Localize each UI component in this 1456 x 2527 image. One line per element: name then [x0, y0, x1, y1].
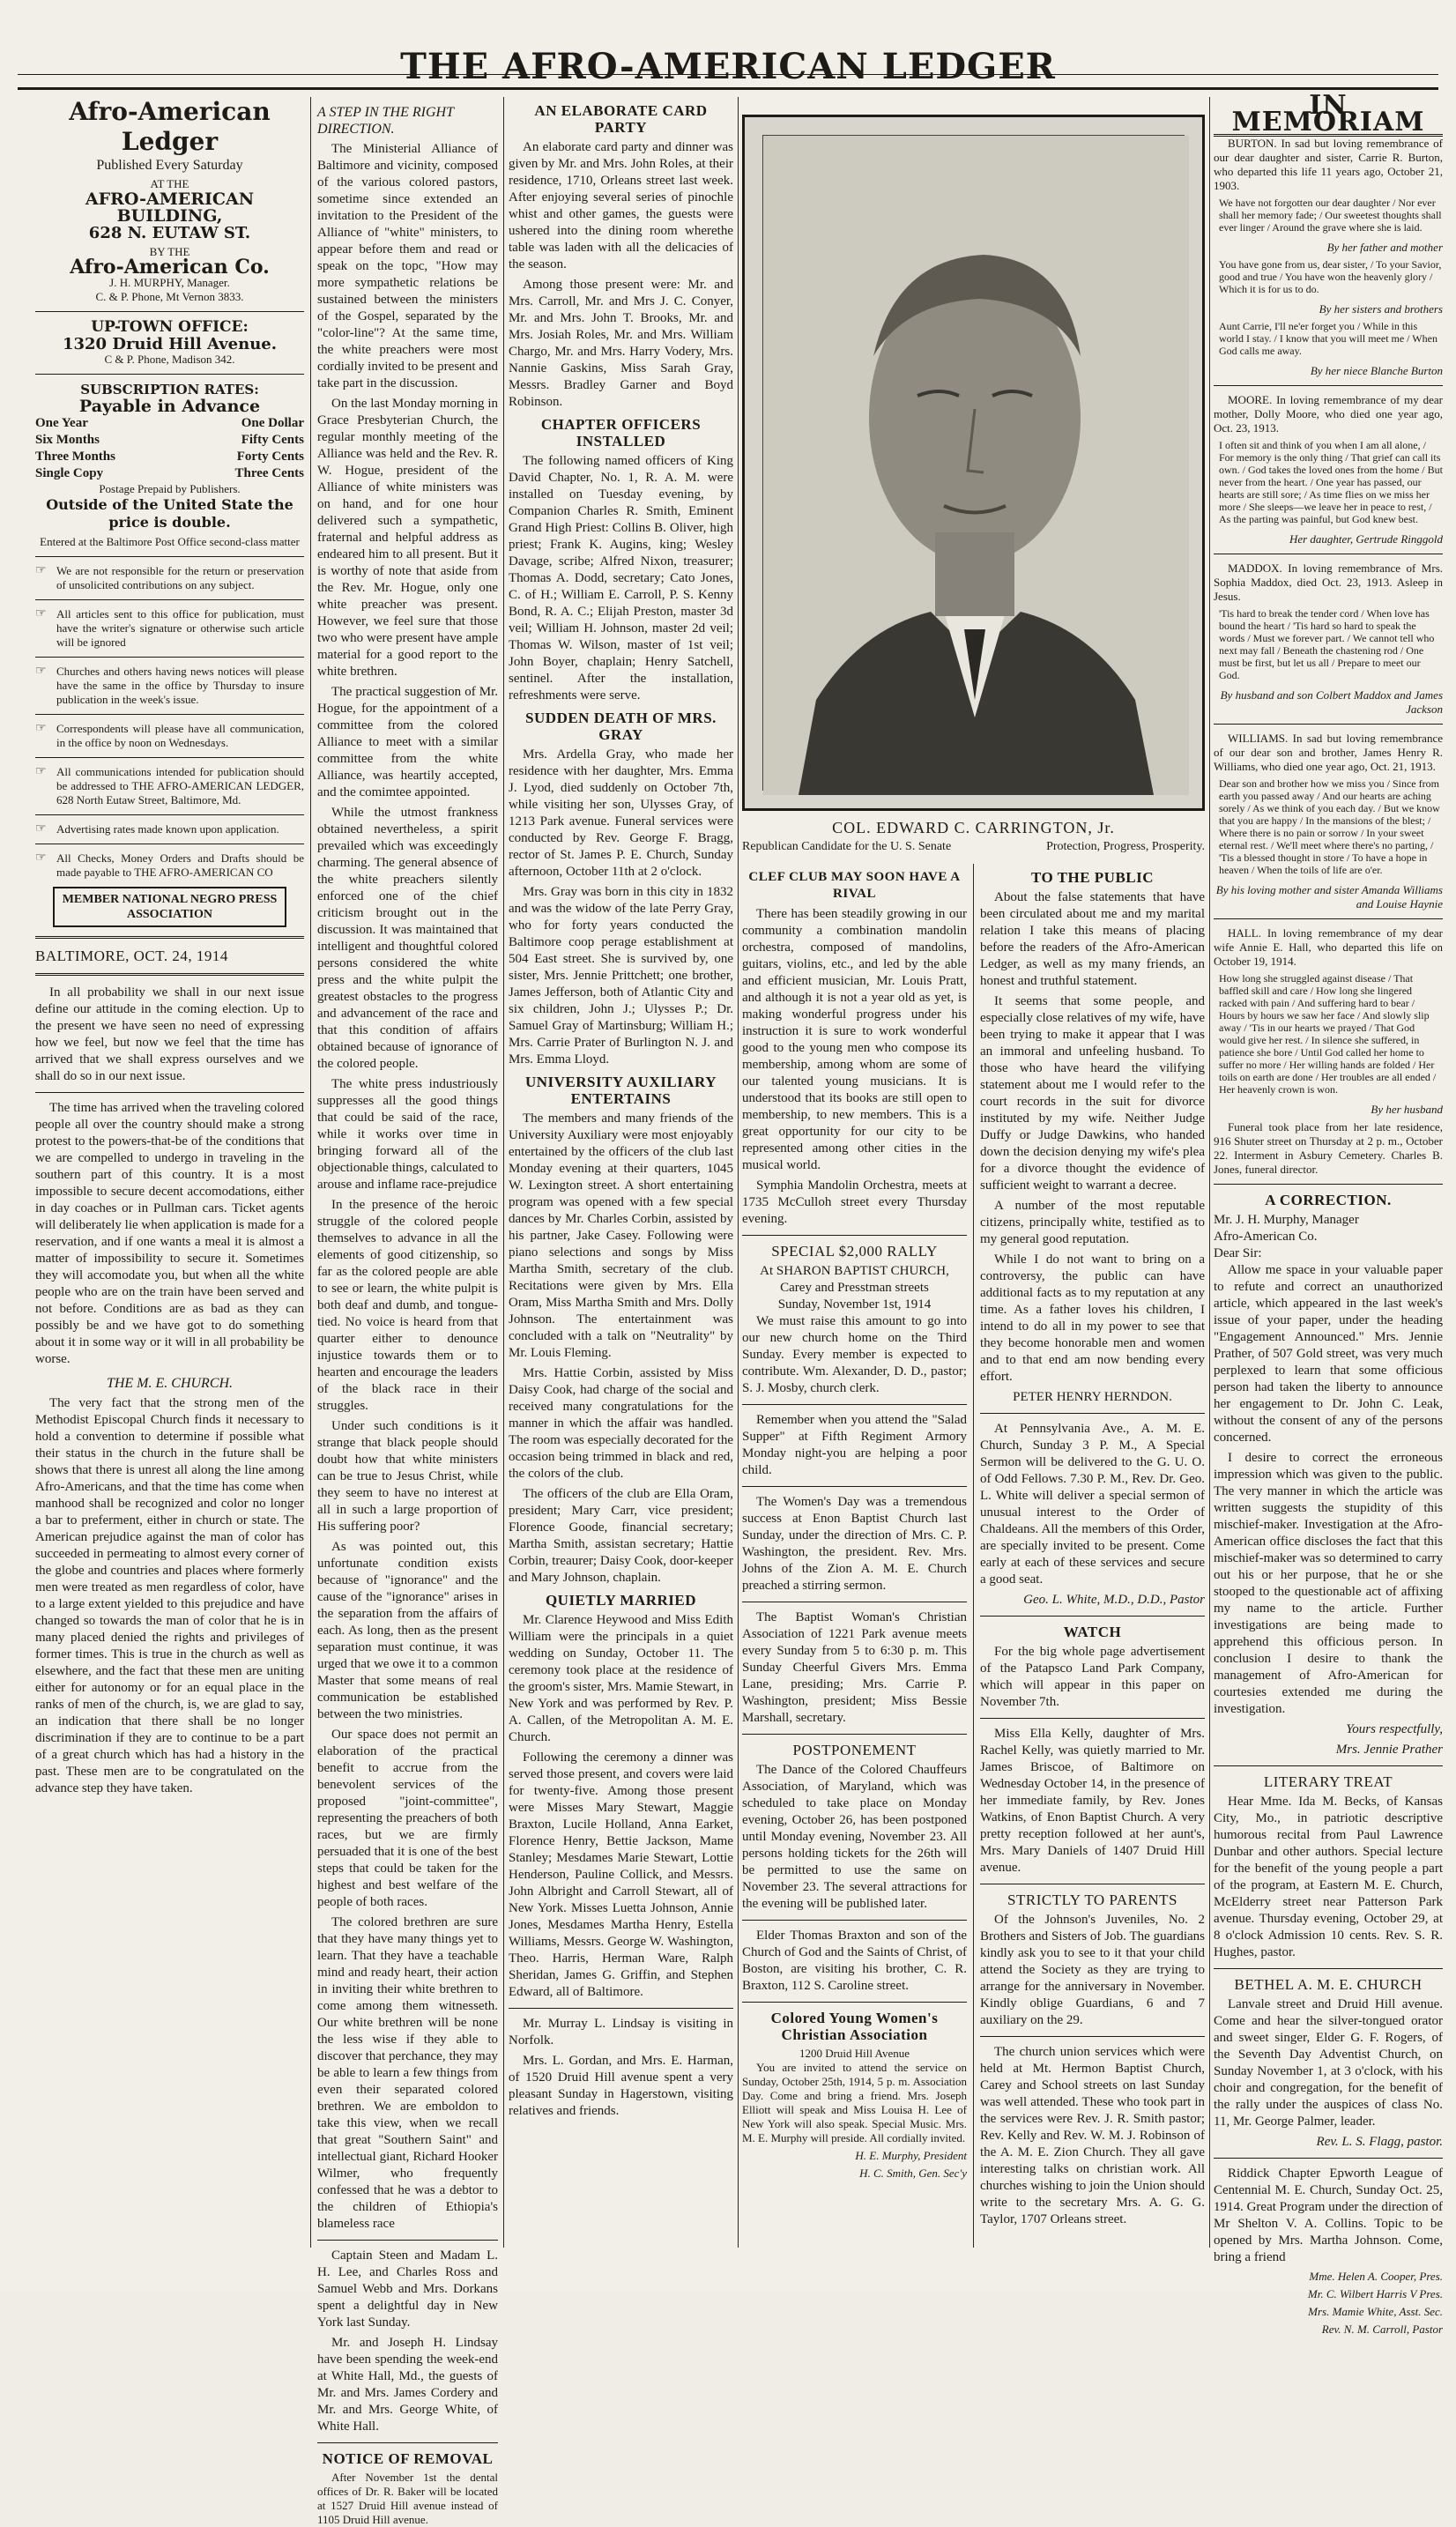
article-paragraph: At Pennsylvania Ave., A. M. E. Church, Sunday 3 P. M., A Special Sermon will be delivered to the G. U. O. of Odd Fellows. 7.30 P. M., Rev. Dr. Geo. L. White will deliver a special sermon of unusual interest to the Order of Chaldeans. All the members of this Order, are specially invited to be present. Come early at each of these services and secure a good seat.: [980, 1422, 1205, 1587]
divider: [980, 2036, 1205, 2037]
uptown-head: UP-TOWN OFFICE:: [91, 318, 249, 336]
column-3: [509, 97, 733, 2248]
memoriam-entry: BURTON. In sad but loving remembrance of our dear daughter and sister, Carrie R. Burton, who departed this life 11 years ago, October 21, 1903. We have not forgotten our dear daughter / Nor ever shall her memory fade; / Our sweetest thoughts shall ever linger / Around the grave where she is laid. By her father and mother: [1214, 137, 1443, 254]
article-paragraph: Symphia Mandolin Orchestra, meets at 1735 McCulloh street every Thursday evening.: [742, 1178, 967, 1226]
article-paragraph: Mrs. Gray was born in this city in 1832 and was the widow of the late Perry Gray, who for forty years conducted the Baltimore coop perage establishment at 504 East street. She is survived by, one sister, Mrs. Jennie Prittchett; one brother, James Jefferson, both of Atlantic City and six children, John J.; Ulysses P.; Dr. Samuel Gray of Martinsburg; William H.; Mrs. Carrie Prater of Burlington N. J. and Mrs. Emma Lloyd.: [509, 885, 733, 1067]
notice: ☞ Churches and others having news notices will please have the same in the office by Thursday to insure publication in the week's issue.: [35, 665, 304, 706]
oddfellows-sign: Geo. L. White, M.D., D.D., Pastor: [1023, 1593, 1205, 1607]
literary-head: LITERARY TREAT: [1263, 1773, 1393, 1790]
column-1: [35, 97, 304, 2248]
article-paragraph: About the false statements that have been circulated about me and my marital relation I take this means of placing before the readers of the Afro-American Ledger, as well as my many friends, an honest and truthful statement.: [980, 890, 1205, 988]
masthead-title: THE AFRO-AMERICAN LEDGER: [400, 46, 1056, 87]
column-5: [1214, 90, 1443, 2336]
pointing-hand-icon: ☞: [35, 765, 47, 778]
divider: [35, 757, 304, 758]
correction-head: A CORRECTION.: [1265, 1192, 1392, 1208]
riddick-sign: Rev. N. M. Carroll, Pastor: [1321, 2323, 1443, 2336]
divider: [980, 1616, 1205, 1617]
caption-sub: [742, 838, 1205, 855]
riddick-sign: Mme. Helen A. Cooper, Pres.: [1309, 2270, 1443, 2283]
divider: [35, 814, 304, 815]
article-paragraph: Mr. Clarence Heywood and Miss Edith William were the principals in a quiet wedding on Sunday, October 11. The ceremony took place at the residence of the groom's sister, Mrs. Mamie Stewart, in New York and was performed by Rev. P. A. Callen, of the Metropolitan A. M. E. Church.: [509, 1613, 733, 1744]
article-paragraph: Elder Thomas Braxton and son of the Church of God and the Saints of Christ, of Boston, are visiting his brother, C. R. Braxton, 112 S. Caroline street.: [742, 1929, 967, 1993]
bethel-head: BETHEL A. M. E. CHURCH: [1234, 1976, 1423, 1993]
editorial-paragraph: The very fact that the strong men of the Methodist Episcopal Church finds it necessary to hold a convention to determine if possible what their status in the church in the future shall be shows that there is unrest all along the line among Afro-Americans, and that the time has come when manhood shall be recognized and color no longer a bar to preferment, either in church or state. The American prejudice against the man of color has succeeded in permeating to almost every corner of the globe and countries and places where formerly men were treated as men regardless of color, have to a large extent yielded to this prejudice and have changed so towards the man of color that he is in many placed denied the rights and privileges of former times. This is true in the church as well as elsewhere, and the fact that these men are uniting either for autonomy or for an equal place in the ranks of men of the church, is, we are glad to say, an indication that there shall be no longer discrimination if they are to continue to be a part of a great church which has had a history in the past. These men are to be congratulated on the advance step they have taken.: [35, 1396, 304, 1795]
column-separator: [738, 97, 739, 2248]
article-paragraph: Of the Johnson's Juveniles, No. 2 Brothers and Sisters of Job. The guardians kindly ask you to see to it that your child attend the Society as they are trying to arrange for the anniversary in November. Kindly oblige Guardians, 6 and 7 auxiliary on the 29.: [980, 1913, 1205, 2027]
article-paragraph: Mrs. Hattie Corbin, assisted by Miss Daisy Cook, had charge of the social and received many congratulations for the manner in which the affair was handled. The room was especially decorated for the occasion being trimmed in black and red, the colors of the club.: [509, 1366, 733, 1481]
divider: [35, 556, 304, 557]
double-rule: [35, 973, 304, 976]
portrait-photo: [742, 115, 1205, 811]
column-separator: [973, 864, 974, 2248]
chapter-head: CHAPTER OFFICERS INSTALLED: [540, 416, 702, 450]
building: AFRO-AMERICAN BUILDING,: [85, 190, 255, 226]
article-paragraph: Under such conditions is it strange that black people should doubt how that white ministers can be true to Jesus Christ, while they seem to have no interest at all in such a large proportion of His suffering poor?: [317, 1419, 498, 1534]
postponement-head: POSTPONEMENT: [792, 1742, 917, 1758]
divider: [1214, 918, 1443, 919]
member-box: MEMBER NATIONAL NEGRO PRESS ASSOCIATION: [53, 887, 286, 927]
article-paragraph: There has been steadily growing in our community a combination mandolin orchestra, composed of mandolins, guitars, violins, etc., and led by the able and efficient musician, Mr. Louis Pratt, and although it is not a year old as yet, is making wonderful progress under his instruction it is sure to work wonderful good to the young men who compose its membership, among whom are some of our talented young musicians. It is understood that its books are still open to membership, to new members. This is a great opportunity for our city to be represented among other cities in the musical world.: [742, 907, 967, 1172]
divider: [1214, 1968, 1443, 1969]
correction-sign: Yours respectfully,: [1346, 1722, 1443, 1736]
divider: [742, 1920, 967, 1921]
ywca-body: You are invited to attend the service on Sunday, October 25th, 1914, 5 p. m. Association Day. Come and bring a friend. Mrs. Joseph Elliott will speak and Miss Louisa H. Lee of New York will also speak. Special Music. Mrs. M. E. Murphy will preside. All cordially invited.: [742, 2061, 967, 2144]
article-paragraph: While the utmost frankness obtained nevertheless, a spirit prevailed which was exceedingly charming. The general absence of the white preachers silently enforced one of the chief criticism brought out in the discussion. It was maintained that intelligent and thoughtful colored persons considered the white press and the white pulpit the greatest obstacles to the progress and advancement of the race and that this condition of affairs obtained because of ignorance of the colored people.: [317, 806, 498, 1071]
payable: Payable in Advance: [78, 397, 261, 416]
notice: ☞ Correspondents will please have all communication, in the office by noon on Wednesdays.: [35, 722, 304, 749]
article-paragraph: Captain Steen and Madam L. H. Lee, and Charles Ross and Samuel Webb and Mrs. Dorkans spent a delightful day in New York last Sunday.: [317, 2248, 498, 2330]
public-head: TO THE PUBLIC: [1030, 869, 1155, 886]
divider: [1214, 1184, 1443, 1185]
article-paragraph: An elaborate card party and dinner was given by Mr. and Mrs. John Roles, at their residence, 1710, Orleans street last week. After enjoying several series of pinochle whist and other games, the guests were ushered into the dining room wherethe table was laden with all the delicacies of the season.: [509, 140, 733, 271]
caption-left: Republican Candidate for the U. S. Senate: [742, 840, 952, 853]
article-paragraph: Mr. and Joseph H. Lindsay have been spending the week-end at White Hall, Md., the guests of Mr. and Mrs. James Cordery and Mr. and Mrs. George White, of White Hall.: [317, 2336, 498, 2434]
divider: [980, 1413, 1205, 1414]
article-paragraph: The Baptist Woman's Christian Association of 1221 Park avenue meets every Sunday from 5 to 6:30 p. m. This Sunday Cheerful Givers Mrs. Emma Lane, presiding; Mrs. Carrie P. Washington, president; Miss Bessie Marshall, secretary.: [742, 1610, 967, 1725]
column-separator: [503, 97, 504, 2248]
removal-body: After November 1st the dental offices of Dr. R. Baker will be located at 1527 Druid Hill avenue instead of 1105 Druid Hill avenue.: [317, 2471, 498, 2526]
article-paragraph: We must raise this amount to go into our new church home on the Third Sunday. Every member is expected to contribute. Wm. Alexander, D. D., pastor; S. J. Mosby, church clerk.: [742, 1314, 967, 1395]
article-paragraph: Mr. Murray L. Lindsay is visiting in Norfolk.: [509, 2017, 733, 2048]
paper-name: Afro-American Ledger: [69, 97, 271, 156]
uptown-address: 1320 Druid Hill Avenue.: [62, 335, 278, 353]
by-the: BY THE: [149, 245, 190, 258]
divider: [742, 1404, 967, 1405]
divider: [35, 599, 304, 600]
published: Published Every Saturday: [96, 158, 243, 173]
rate-row: One Year One Dollar: [35, 416, 304, 430]
correction-address: Afro-American Co.: [1214, 1230, 1318, 1244]
company: Afro-American Co.: [70, 256, 270, 279]
ywca-address: 1200 Druid Hill Avenue: [799, 2047, 910, 2060]
article-paragraph: The white press industriously suppresses all the good things that could be said of the race, while it works over time in bringing forward all of the objectionable things, calculated to arouse and inflame race-prejudice: [317, 1077, 498, 1192]
funeral-notice: Funeral took place from her late residence, 916 Shuter street on Thursday at 2 p. m., October 22. Interment in Asbury Cemetery. Charles B. Jones, funeral director.: [1214, 1120, 1443, 1176]
rally-sub: Sunday, November 1st, 1914: [777, 1297, 932, 1312]
married-head: QUIETLY MARRIED: [545, 1592, 697, 1609]
masthead-rule: [18, 74, 1438, 75]
article-paragraph: The Ministerial Alliance of Baltimore and vicinity, composed of the various colored pastors, sometime since extended an invitation to the President of the Alliance of "white" ministers, to appear before them and read or speak on the topc, "How may more sympathetic relations be sustained between the ministers of the Gospel, separated by the "color-line"? At the same time, the white preachers were most cordially invited to be present and take part in the discussion.: [317, 142, 498, 390]
article-paragraph: In the presence of the heroic struggle of the colored people themselves to advance in all the elements of good citizenship, so far as the colored people are able to see or learn, the white pulpit is both deaf and dumb, and tongue-tied. No voice is heard from that quarter either to denounce injustice towards them or to hearten and encourage the leaders of the black race in their struggles.: [317, 1198, 498, 1413]
bethel-sign: Rev. L. S. Flagg, pastor.: [1316, 2135, 1443, 2149]
caption-name: COL. EDWARD C. CARRINGTON, Jr.: [832, 819, 1115, 836]
column-4b: [980, 864, 1205, 2248]
public-sign: PETER HENRY HERNDON.: [1013, 1390, 1172, 1404]
divider: [35, 714, 304, 715]
column-4-subcolumns: [742, 864, 1205, 2248]
article-paragraph: While I do not want to bring on a controversy, the public can have additional facts as to my reputation at any time. As a father loves his children, I intend to do all in my power to see that they become honorable men and women and to that end am now bending every effort.: [980, 1252, 1205, 1384]
rate-row: Six Months Fifty Cents: [35, 433, 304, 447]
divider: [742, 2002, 967, 2003]
parents-head: STRICTLY TO PARENTS: [1007, 1892, 1177, 1908]
manager: J. H. MURPHY, Manager.: [109, 276, 230, 289]
uptown-phone: C & P. Phone, Madison 342.: [104, 353, 235, 366]
divider: [317, 2442, 498, 2443]
notice: ☞ Advertising rates made known upon application.: [35, 822, 279, 836]
address: 628 N. EUTAW ST.: [88, 224, 251, 242]
memoriam-entry: You have gone from us, dear sister, / To your Savior, good and true / You have won the heavenly glory / Which it is for us to do. By her sisters and brothers: [1219, 258, 1443, 316]
article-paragraph: Following the ceremony a dinner was served those present, and covers were laid for twenty-five. Among those present were Misses Mary Stewart, Maggie Braxton, Lucile Holland, Anna Earket, Florence Henry, Bettie Jackson, Mame Stanley; Mesdames Marie Stewart, Lottie Henderson, Pauline Collick, and Messrs. John Albright and Carroll Stewart, all of New York. Misses Luetta Johnson, Annie Jones, Mesdames Martha Henry, Estella Williams, Messrs. George W. Washington, Theo. Harris, Herman Ware, Ralph Sheridan, James G. Griffin, and Stephen Edward, all of Baltimore.: [509, 1750, 733, 1999]
article-paragraph: The Dance of the Colored Chauffeurs Association, of Maryland, which was scheduled to take place on Monday evening, October 26, has been postponed until Monday evening, November 23. All persons holding tickets for the 26th will be permitted to use the same on November 23. The several attractions for the evening will be published later.: [742, 1763, 967, 1911]
article-paragraph: The officers of the club are Ella Oram, president; Mary Carr, vice president; Florence Goode, financial secretary; Martha Smith, assistan secretary; Hattie Corbin, treaurer; Daisy Cook, door-keeper and Mary Johnson, chaplain.: [509, 1487, 733, 1585]
memoriam-title: IN MEMORIAM: [1214, 97, 1443, 137]
dateline: BALTIMORE, OCT. 24, 1914: [35, 948, 228, 964]
article-paragraph: Our space does not permit an elaboration of the practical benefit to accrue from the benevolent services of the proposed "joint-committee", representing the preachers of both races, but we are firmly persuaded that it is one of the best steps that could be taken for the highest and best welfare of the people of both races.: [317, 1728, 498, 1909]
step-head: A STEP IN THE RIGHT DIRECTION.: [317, 105, 454, 137]
card-party-head: AN ELABORATE CARD PARTY: [534, 102, 708, 136]
caption-right: Protection, Progress, Prosperity.: [1046, 840, 1205, 853]
portrait-silhouette-icon: [763, 136, 1189, 795]
divider: [742, 1235, 967, 1236]
memoriam-entry: HALL. In loving remembrance of my dear wife Annie E. Hall, who departed this life on October 19, 1914. How long she struggled against disease / That baffled skill and care / How long she lingered racked with pain / And suffering hard to bear / Hours by hours we saw her face / And slowly slip away / 'Tis in our hearts we prayed / That God would give her rest. / In silence she suffered, in patience she bore / Until God called her home to suffer no more / Her willing hands are folded / Her toils on earth are done / Her troubles are all ended / Her heavenly crown is won. By her husband: [1214, 926, 1443, 1116]
divider: [35, 1092, 304, 1093]
rate-row: Three Months Forty Cents: [35, 450, 304, 464]
pointing-hand-icon: ☞: [35, 564, 47, 577]
phone: C. & P. Phone, Mt Vernon 3833.: [95, 290, 244, 303]
watch-head: WATCH: [1063, 1624, 1122, 1640]
divider: [1214, 2158, 1443, 2159]
notice: ☞ We are not responsible for the return or preservation of unsolicited contributions on any subject.: [35, 564, 304, 591]
rally-sub: Carey and Presstman streets: [780, 1281, 929, 1295]
article-paragraph: As was pointed out, this unfortunate condition exists because of "ignorance" and the cause of the "ignorance" arises in the separation from the affairs of each. As long, then as the present separation must continue, it was urged that we owe it to a common Master that some means of real communication be established between the two ministries.: [317, 1540, 498, 1721]
ywca-head: Colored Young Women's Christian Association: [770, 2010, 939, 2043]
article-paragraph: On the last Monday morning in Grace Presbyterian Church, the regular monthly meeting of the Alliance was held and the Rev. R. W. Hogue, president of the Alliance of white ministers was on hand, and for one hour delivered such a sympathetic, fraternal and helpful address as endeared him to all present. But it is worthy of note that aside from the Rev. Mr. Hogue, only one white preacher was present. However, we feel sure that those two who were present have ample material for a good report to the white brethren.: [317, 397, 498, 679]
divider: [35, 311, 304, 312]
photo-caption: [742, 820, 1205, 855]
at-the: AT THE: [150, 177, 189, 190]
editorial-paragraph: In all probability we shall in our next issue define our attitude in the coming election. Up to the present we have seen no need of expressing how we feel, but now we feel that the time has arrived that we shall express ourselves and we shall do so in our next issue.: [35, 985, 304, 1083]
postage: Postage Prepaid by Publishers.: [99, 482, 241, 495]
divider: [35, 657, 304, 658]
article-paragraph: The church union services which were held at Mt. Hermon Baptist Church, Carey and School streets on last Sunday was well attended. These who took part in the services were Rev. J. R. Smith pastor; Rev. Kelly and Rev. W. M. J. Robinson of the A. M. E. Zion Church. They all gave interesting talks on christian work. All churches wishing to join the Union should write to the secretary Mrs. A. G. G. Taylor, 1707 Orleans street.: [980, 2045, 1205, 2226]
notice: ☞ All Checks, Money Orders and Drafts should be made payable to THE AFRO-AMERICAN CO: [35, 851, 304, 879]
masthead: [18, 35, 1438, 90]
notice: ☞ All communications intended for publication should be addressed to THE AFRO-AMERICAN LEDGER, 628 North Eutaw Street, Baltimore, Md.: [35, 765, 304, 806]
article-paragraph: Remember when you attend the "Salad Supper" at Fifth Regiment Armory Monday night-you are helping a poor child.: [742, 1413, 967, 1477]
article-paragraph: Mrs. L. Gordan, and Mrs. E. Harman, of 1520 Druid Hill avenue spent a very pleasant Sunday in Hagerstown, visiting relatives and friends.: [509, 2054, 733, 2118]
article-paragraph: I desire to correct the erroneous impression which was given to the public. The very manner in which the article was written suggests the stupidity of this mischief-maker. Investigation at the Afro-American office discloses the fact that this mischief-maker was so determined to carry out his or her purpose, that he or she stooped to the questionable act of affixing my name to the article. Further investigations are being made to apprehend this officious person. In conclusion I desire to thank the management of Afro-American for courtesies extended me during the investigation.: [1214, 1451, 1443, 1716]
outside: Outside of the United State the price is double.: [46, 496, 293, 531]
photo-inner: [762, 135, 1185, 791]
clef-head: CLEF CLUB MAY SOON HAVE A RIVAL: [748, 870, 961, 901]
ywca-sign: H. E. Murphy, President: [855, 2149, 967, 2162]
article-paragraph: Miss Ella Kelly, daughter of Mrs. Rachel Kelly, was quietly married to Mr. James Briscoe, of Baltimore on Wednesday October 14, in the presence of her immediate family, by Rev. Jones Watkins, of Enon Baptist Church. A very pretty reception followed at her aunt's, Mrs. Mary Daniels of 1407 Druid Hill avenue.: [980, 1727, 1205, 1875]
column-4a: [742, 864, 967, 2248]
rally-sub: At SHARON BAPTIST CHURCH,: [760, 1264, 949, 1278]
column-4: [742, 97, 1205, 2248]
divider: [980, 1718, 1205, 1719]
memoriam-entry: MOORE. In loving remembrance of my dear mother, Dolly Moore, who died one year ago, Oct. 23, 1913. I often sit and think of you when I am all alone, / For memory is the only thing / That grief can call its own. / God takes the loved ones from the home / But never from the heart. / One year has passed, our hearts are still sore; / As time flies on we miss her more / She sleeps—we leave her in peace to rest, / As the parting was painful, but God knew best. Her daughter, Gertrude Ringgold: [1214, 393, 1443, 546]
divider: [35, 374, 304, 375]
column-2: [317, 97, 498, 2526]
divider: [1214, 724, 1443, 725]
university-head: UNIVERSITY AUXILIARY ENTERTAINS: [524, 1074, 717, 1107]
correction-address: Mr. J. H. Murphy, Manager: [1214, 1213, 1359, 1227]
divider: [317, 2240, 498, 2241]
correction-sign: Mrs. Jennie Prather: [1335, 1743, 1443, 1757]
article-paragraph: Riddick Chapter Epworth League of Centennial M. E. Church, Sunday Oct. 25, 1914. Great Program under the direction of Mr Shelton V. A. Collins. Topic to be opened by Mrs. Martha Johnson. Come, bring a friend: [1214, 2167, 1443, 2264]
article-paragraph: The colored brethren are sure that they have many things yet to learn. That they have a teachable mind and ready heart, their action in inviting their white brethren to come among them witnesseth. Our white brethren will be none the less wise if they able to discover that perchance, they may be able to learn a few things from even their separated colored brethren. We are emboldon to take this view, when we recall that great "Southern Saint" and intellectual giant, Richard Hooker Wilmer, who frequently confessed that he was a debtor to the children of Ethiopia's blameless race: [317, 1915, 498, 2231]
divider: [509, 2008, 733, 2009]
rally-head: SPECIAL $2,000 RALLY: [771, 1243, 938, 1260]
ywca-sign: H. C. Smith, Gen. Sec'y: [859, 2167, 967, 2180]
subscription-head: SUBSCRIPTION RATES:: [80, 382, 259, 398]
pointing-hand-icon: ☞: [35, 722, 47, 735]
double-rule: [35, 936, 304, 939]
divider: [1214, 385, 1443, 386]
memoriam-entry: MADDOX. In loving remembrance of Mrs. Sophia Maddox, died Oct. 23, 1913. Asleep in Jesus. 'Tis hard to break the tender cord / When love has bound the heart / 'Tis hard so hard to speak the words / Must we forever part. / We cannot tell who next may fall / Beneath the chastening rod / One must be first, but let us all / Prepare to meet our God. By husband and son Colbert Maddox and James Jackson: [1214, 561, 1443, 716]
pointing-hand-icon: ☞: [35, 665, 47, 678]
entered: Entered at the Baltimore Post Office second-class matter: [40, 535, 300, 548]
correction-address: Dear Sir:: [1214, 1246, 1262, 1260]
divider: [742, 1486, 967, 1487]
column-separator: [1209, 97, 1210, 2248]
article-paragraph: It seems that some people, and especially close relatives of my wife, have been trying to make it appear that I was an immoral and unfeeling husband. To those who have heard the vilifying statement about me I would refer to the court records in the suit for divorce instituted by my wife. Neither Judge Duffy or Judge Dawkins, who handed down the decision denying my wife's plea for a divorce thought the evidence of sufficient weight to warrant a decree.: [980, 994, 1205, 1193]
divider: [1214, 1765, 1443, 1766]
article-paragraph: The Women's Day was a tremendous success at Enon Baptist Church last Sunday, under the direction of Mrs. C. P. Washington, the president. Rev. Mrs. Johns of the Zion A. M. E. Church preached a stirring sermon.: [742, 1495, 967, 1593]
article-paragraph: Lanvale street and Druid Hill avenue. Come and hear the silver-tongued orator and sweet singer, Elder G. F. Rogers, of the Seventh Day Adventist Church, on Sunday November 1, at 3 o'clock, with his choir and congregation, for the benefit of the rally under the auspices of class No. 11, Mr. George Palmer, leader.: [1214, 1997, 1443, 2129]
article-paragraph: For the big whole page advertisement of the Patapsco Land Park Company, which will appear in this paper on November 7th.: [980, 1645, 1205, 1709]
memoriam-entry: WILLIAMS. In sad but loving remembrance of our dear son and brother, James Henry R. Williams, who died one year ago, Oct. 21, 1913. Dear son and brother how we miss you / Since from earth you passed away / And our hearts are aching sorely / As we think of you each day. / But we know that you are happy / In the mansions of the blest; / Where there is no pain or sorrow / In your sweet eternal rest. / We'll meet where there's no parting, / 'Tis a blessed thought in store / To have a hope in heaven / When the toils of life are o'er. By his loving mother and sister Amanda Williams and Louise Haynie: [1214, 732, 1443, 910]
editorial-paragraph: The time has arrived when the traveling colored people all over the country should make a strong protest to the powers-that-be of the conditions that we are compelled to undergo in traveling in the southern part of this country. It is a most impossible to secure decent accomodations, either in day coaches or in Pullman cars. Ticket agents will deliberately lie when application is made for a reservation, and if one wants a meal it is almost a matter of impossibility to secure it. Sometimes they will accomodate you, but when all the white people who are on the train have been served and not before. Conditions are as bad as they can possibly be and we have got to do something about it in some way or it will in all probability be worse.: [35, 1101, 304, 1366]
riddick-sign: Mr. C. Wilbert Harris V Pres.: [1307, 2287, 1443, 2300]
divider: [742, 1734, 967, 1735]
pointing-hand-icon: ☞: [35, 851, 47, 865]
article-paragraph: The following named officers of King David Chapter, No. 1, R. A. M. were installed on Tuesday evening, by Companion Charles R. Smith, Eminent Grand High Priest: Collins B. Oliver, high priest; Frank K. Augins, king; Wesley Davage, scribe; Alfred Nixon, treasurer; Thomas A. Dodd, secretary; Cato Jones, C. of H.; William E. Carroll, P. S. Kenny Bond, R. A. C.; Elijah Preston, master 3d veil; William H. Johnson, master 2d veil; Thomas W. Wilson, master of 1st veil; John Boyer, chaplain; Henry Satchell, sentinel. After the installation, refreshments were serve.: [509, 454, 733, 702]
pointing-hand-icon: ☞: [35, 822, 47, 836]
me-church-head: THE M. E. CHURCH.: [106, 1376, 234, 1391]
memoriam-entry: Aunt Carrie, I'll ne'er forget you / While in this world I stay. / I know that you will meet me / When God calls me away. By her niece Blanche Burton: [1219, 320, 1443, 377]
riddick-sign: Mrs. Mamie White, Asst. Sec.: [1308, 2305, 1443, 2318]
removal-head: NOTICE OF REMOVAL: [322, 2450, 494, 2467]
article-paragraph: Among those present were: Mr. and Mrs. Carroll, Mr. and Mrs J. C. Conyer, Mr. and Mrs. John T. Brooks, Mr. and Mrs. Josiah Roles, Mr. and Mrs. William Chargo, Mr. and Mrs. Harry Vodery, Mrs. Nannie Gaskins, Miss Sarah Gray, Messrs. Bradley Garner and Boyd Robinson.: [509, 278, 733, 409]
gray-head: SUDDEN DEATH OF MRS. GRAY: [525, 710, 717, 743]
article-paragraph: A number of the most reputable citizens, principally white, testified as to my general good reputation.: [980, 1199, 1205, 1246]
article-paragraph: Hear Mme. Ida M. Becks, of Kansas City, Mo., in patriotic descriptive humorous recital from Paul Lawrence Dunbar and other authors. Special lecture for the benefit of the young people a part of the program, at Eastern M. E. Church, McElderry street near Patterson Park avenue. Thursday evening, October 29, at 8 o'clock Admission 10 cents. Rev. S. R. Hughes, pastor.: [1214, 1795, 1443, 1959]
notice: ☞ All articles sent to this office for publication, must have the writer's signature or otherwise such article will be ignored: [35, 607, 304, 649]
rate-row: Single Copy Three Cents: [35, 466, 304, 480]
article-paragraph: The members and many friends of the University Auxiliary were most enjoyably entertained by the officers of the club last Monday evening at their quarters, 1045 W. Lexington street. A short entertaining program was opened with a few special dances by Mr. Charles Corbin, assisted by his partner, Jake Casey. Following were piano selections and songs by Miss Martha Smith, secretary of the club. Recitations were given by Mrs. Ella Oram, Miss Martha Smith and Mrs. Dolly Johnson. The entertainment was concluded with a talk on "Neutrality" by Mr. Louis Fleming.: [509, 1111, 733, 1360]
pointing-hand-icon: ☞: [35, 607, 47, 621]
article-paragraph: Allow me space in your valuable paper to refute and correct an unauthorized article, which appeared in the last week's issue of your paper, under the heading "Engagement Announced." Mrs. Jennie Prather, of 507 Gold street, was very much perplexed to learn that some officious person had taken the liberty to announce her engagement to Dr. John C. Leak, without the consent of any of the persons concerned.: [1214, 1263, 1443, 1445]
column-separator: [310, 97, 311, 2248]
article-paragraph: The practical suggestion of Mr. Hogue, for the appointment of a committee from the colored Alliance to meet with a similar committee from the white Alliance, was heartily accepted, and the comimtee appointed.: [317, 685, 498, 799]
article-paragraph: Mrs. Ardella Gray, who made her residence with her daughter, Mrs. Emma J. Lyod, died suddenly on October 7th, while visiting her son, Ulysses Gray, of 1213 Park avenue. Funeral services were conducted by Rev. George F. Bragg, rector of St. James P. E. Church, Sunday afternoon, October 11th at 2 o'clock.: [509, 747, 733, 879]
